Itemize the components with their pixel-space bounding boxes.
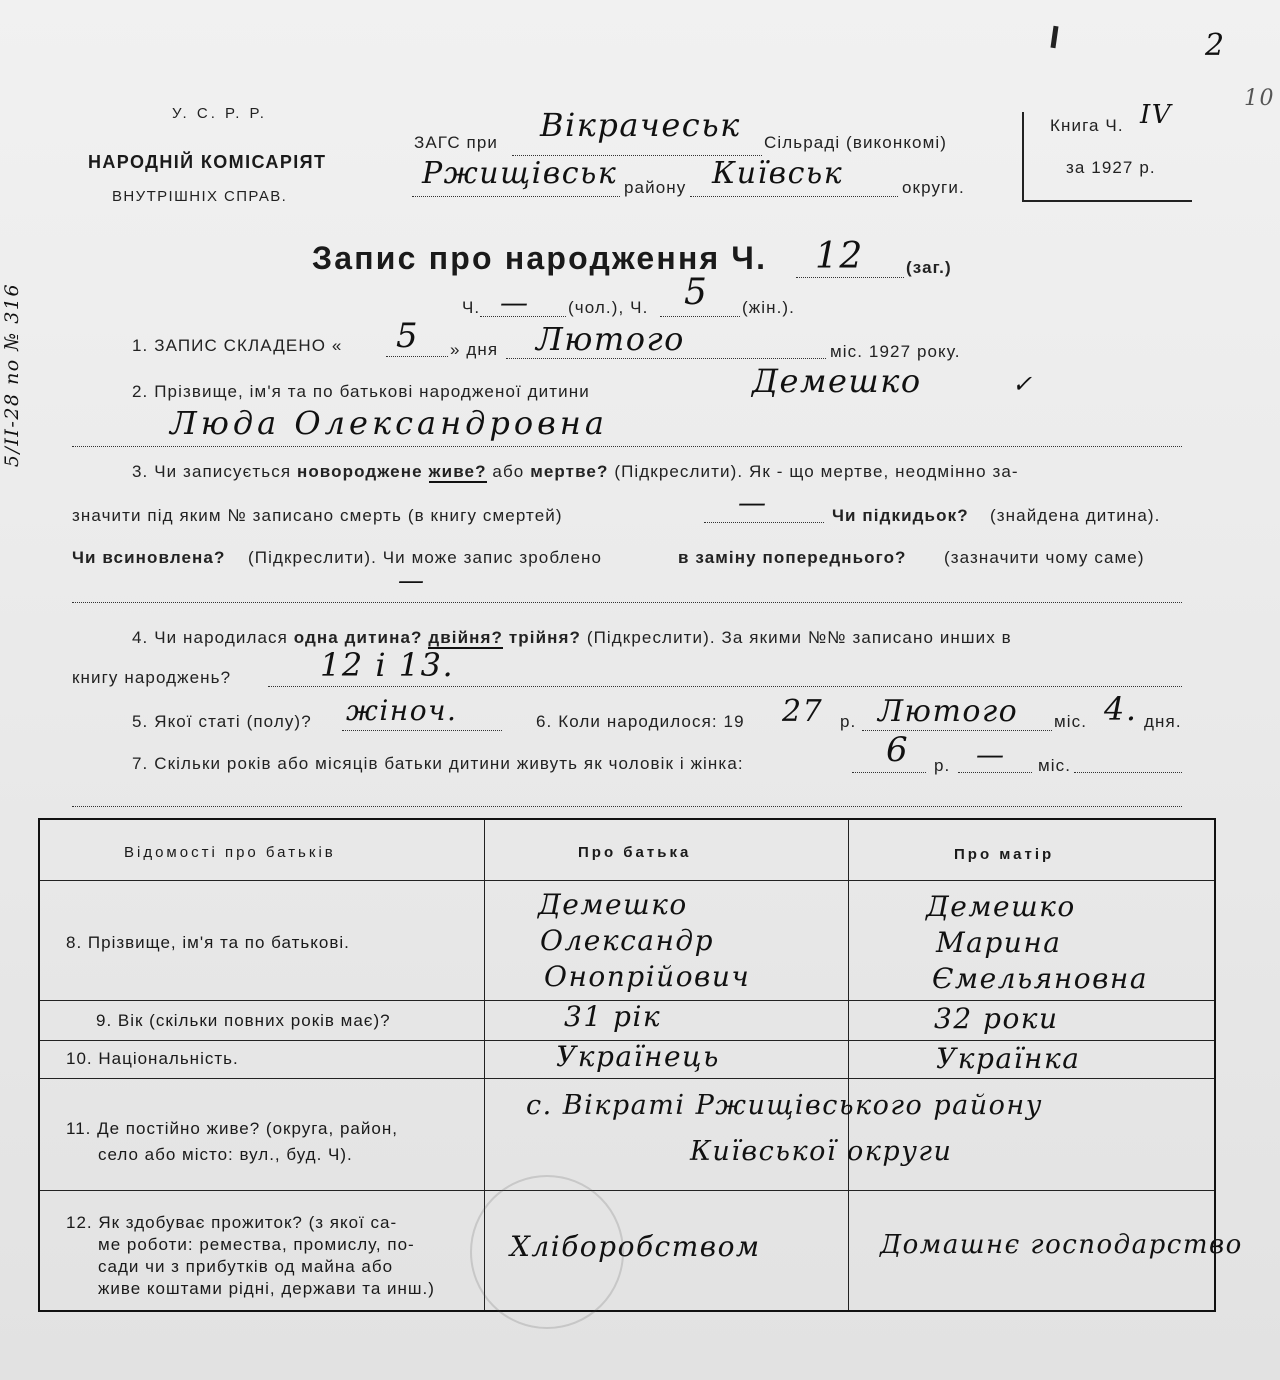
marriage-years: 6 xyxy=(886,730,910,770)
faded-stamp xyxy=(470,1175,624,1329)
ink-mark xyxy=(1050,26,1058,48)
mother-surname: Демешко xyxy=(926,890,1076,923)
item-7-trailing-line xyxy=(1074,772,1182,773)
table-col-divider-2 xyxy=(848,820,849,1310)
item-3-line-3b: (Підкреслити). Чи може запис зроблено xyxy=(248,548,603,567)
margin-note xyxy=(0,283,27,467)
mother-age: 32 роки xyxy=(934,1002,1059,1035)
item-3-line-3d: (зазначити чому саме) xyxy=(944,548,1145,567)
item-6-dnia: дня. xyxy=(1144,712,1182,731)
item-6-mis: міс. xyxy=(1054,712,1088,731)
book-year: за 1927 р. xyxy=(1066,158,1156,177)
mother-nationality: Українка xyxy=(936,1042,1081,1075)
item-7-years-line xyxy=(852,772,926,773)
zags-district-label: району xyxy=(624,178,687,197)
item-7-r: р. xyxy=(934,756,951,775)
child-surname: Демешко xyxy=(752,362,922,400)
item-7-months-line xyxy=(958,772,1032,773)
item-3-replacement: в заміну попереднього? xyxy=(678,548,907,567)
zags-prefix: ЗАГС при xyxy=(414,133,499,152)
row-11-label-2: село або місто: вул., буд. Ч). xyxy=(98,1145,353,1164)
item-3-dash: — xyxy=(398,566,426,596)
ussr-label: У. С. Р. Р. xyxy=(172,105,267,122)
item-4-line-1 xyxy=(132,628,1012,648)
item-5-label: 5. Якої статі (полу)? xyxy=(132,712,312,731)
table-row-divider-3 xyxy=(40,1078,1214,1079)
item-4-numbers-line xyxy=(268,686,1182,687)
row-12-label-2: ме роботи: ремества, промислу, по- xyxy=(98,1235,415,1254)
item-4-a: 4. Чи народилася xyxy=(132,628,288,647)
margin-note-line-2: 5/II-28 по № 316 xyxy=(1,282,24,468)
marriage-months: — xyxy=(976,738,1006,771)
item-5-value-line xyxy=(342,730,502,731)
record-total: 12 xyxy=(815,236,864,277)
male-count: — xyxy=(500,286,530,319)
table-header-mother: Про матір xyxy=(954,846,1055,863)
item-6-label: 6. Коли народилося: 19 xyxy=(536,712,745,731)
item-4-line-2: книгу народжень? xyxy=(72,668,232,687)
row-12-label-4: живе коштами рідні, держави та инш.) xyxy=(98,1279,435,1298)
row-9-label: 9. Вік (скільки повних років має)? xyxy=(96,1011,391,1030)
zags-okrug-label: округи. xyxy=(902,178,965,197)
mother-patronymic: Ємельяновна xyxy=(932,962,1149,995)
item-1-day-suffix: » дня xyxy=(450,340,499,359)
row-12-label-1: 12. Як здобуває прожиток? (з якої са- xyxy=(66,1213,398,1232)
father-name: Олександр xyxy=(540,924,715,957)
sex-value: жіноч. xyxy=(346,694,458,727)
mother-occupation: Домашнє господарство xyxy=(880,1230,1243,1260)
table-header-info: Відомості про батьків xyxy=(124,844,336,861)
page-number: 2 xyxy=(1205,28,1226,63)
father-surname: Демешко xyxy=(538,888,688,921)
item-3-blank-line xyxy=(72,602,1182,603)
female-count: 5 xyxy=(684,272,709,313)
female-label: (жін.). xyxy=(742,298,796,317)
zags-district-line xyxy=(412,196,620,197)
item-1-month: Лютого xyxy=(536,320,685,358)
item-7-label: 7. Скільки років або місяців батьки дитини живуть як чоловік і жінка: xyxy=(132,754,744,773)
book-number: IV xyxy=(1140,100,1173,130)
birth-day: 4. xyxy=(1104,690,1138,728)
mother-name: Марина xyxy=(936,926,1062,959)
item-1-day-line xyxy=(386,356,448,357)
item-2-label: 2. Прізвище, ім'я та по батькові народженої дитини xyxy=(132,382,590,401)
table-header-divider xyxy=(40,880,1214,881)
book-label: Книга Ч. xyxy=(1050,116,1124,135)
item-1-label: 1. ЗАПИС СКЛАДЕНО « xyxy=(132,336,343,355)
commissariat-title: НАРОДНІЙ КОМІСАРІЯТ xyxy=(88,152,327,172)
birth-month: Лютого xyxy=(878,694,1019,729)
father-patronymic: Онопрійович xyxy=(544,960,751,993)
item-4-e: (Підкреслити). За якими №№ записано инших в xyxy=(586,628,1012,647)
item-3-f: (Підкреслити). Як - що мертве, неодмінно за- xyxy=(614,462,1019,481)
item-7-blank-line xyxy=(72,806,1182,807)
death-number-line xyxy=(704,522,824,523)
item-3-adopted: Чи всиновлена? xyxy=(72,548,226,567)
father-age: 31 рік xyxy=(564,1000,662,1033)
row-12-label-3: сади чи з прибутків од майна або xyxy=(98,1257,394,1276)
zags-council: Сільраді (виконкомі) xyxy=(764,133,948,152)
row-11-label-1: 11. Де постійно живе? (округа, район, xyxy=(66,1119,398,1138)
zags-okrug: Київськ xyxy=(712,156,844,191)
residence-line-1: с. Вікраті Ржищівського району xyxy=(526,1090,1043,1121)
item-1-year: міс. 1927 року. xyxy=(830,342,961,361)
male-label: (чол.), Ч. xyxy=(568,298,649,317)
item-4-triplets: трійня? xyxy=(508,628,581,647)
item-2-name-line xyxy=(72,446,1182,447)
male-prefix: Ч. xyxy=(462,298,481,317)
table-header-father: Про батька xyxy=(578,844,692,861)
parents-table xyxy=(38,818,1243,1312)
internal-affairs-label: ВНУТРІШНІХ СПРАВ. xyxy=(112,188,288,205)
item-3-a: 3. Чи записується xyxy=(132,462,292,481)
record-title: Запис про народження Ч. xyxy=(312,240,768,276)
item-3-foundling: Чи підкидьок? xyxy=(832,506,969,525)
birth-year: 27 xyxy=(782,694,824,729)
zags-district: Ржищівськ xyxy=(422,156,618,191)
female-count-line xyxy=(660,316,740,317)
twin-numbers: 12 і 13. xyxy=(320,646,455,684)
item-1-day: 5 xyxy=(396,316,420,356)
item-4-twins: двійня? xyxy=(428,628,504,647)
item-3-line-1 xyxy=(132,462,1019,482)
item-3-line-2a: значити під яким № записано смерть (в книгу смертей) xyxy=(72,506,563,525)
father-nationality: Українець xyxy=(556,1040,720,1073)
check-mark: ✓ xyxy=(1012,370,1034,398)
item-3-dead: мертве? xyxy=(530,462,609,481)
item-3-or: або xyxy=(492,462,525,481)
edge-mark: 10 xyxy=(1244,86,1275,111)
item-3-line-2c: (знайдена дитина). xyxy=(990,506,1161,525)
row-8-label: 8. Прізвище, ім'я та по батькові. xyxy=(66,933,350,952)
zags-village: Вікрачеськ xyxy=(540,106,741,144)
residence-line-2: Київської округи xyxy=(690,1136,953,1167)
item-3-newborn: новороджене xyxy=(296,462,423,481)
item-7-mis: міс. xyxy=(1038,756,1072,775)
record-total-label: (заг.) xyxy=(906,258,952,277)
father-occupation: Хліборобством xyxy=(510,1230,761,1263)
record-total-line xyxy=(796,277,904,278)
row-10-label: 10. Національність. xyxy=(66,1049,239,1068)
item-6-r: р. xyxy=(840,712,857,731)
item-1-month-line xyxy=(506,358,826,359)
death-number: — xyxy=(738,486,768,519)
table-row-divider-4 xyxy=(40,1190,1214,1191)
zags-okrug-line xyxy=(690,196,898,197)
item-4-single: одна дитина? xyxy=(293,628,423,647)
item-3-alive: живе? xyxy=(428,462,487,481)
child-names: Люда Олександровна xyxy=(170,404,608,442)
